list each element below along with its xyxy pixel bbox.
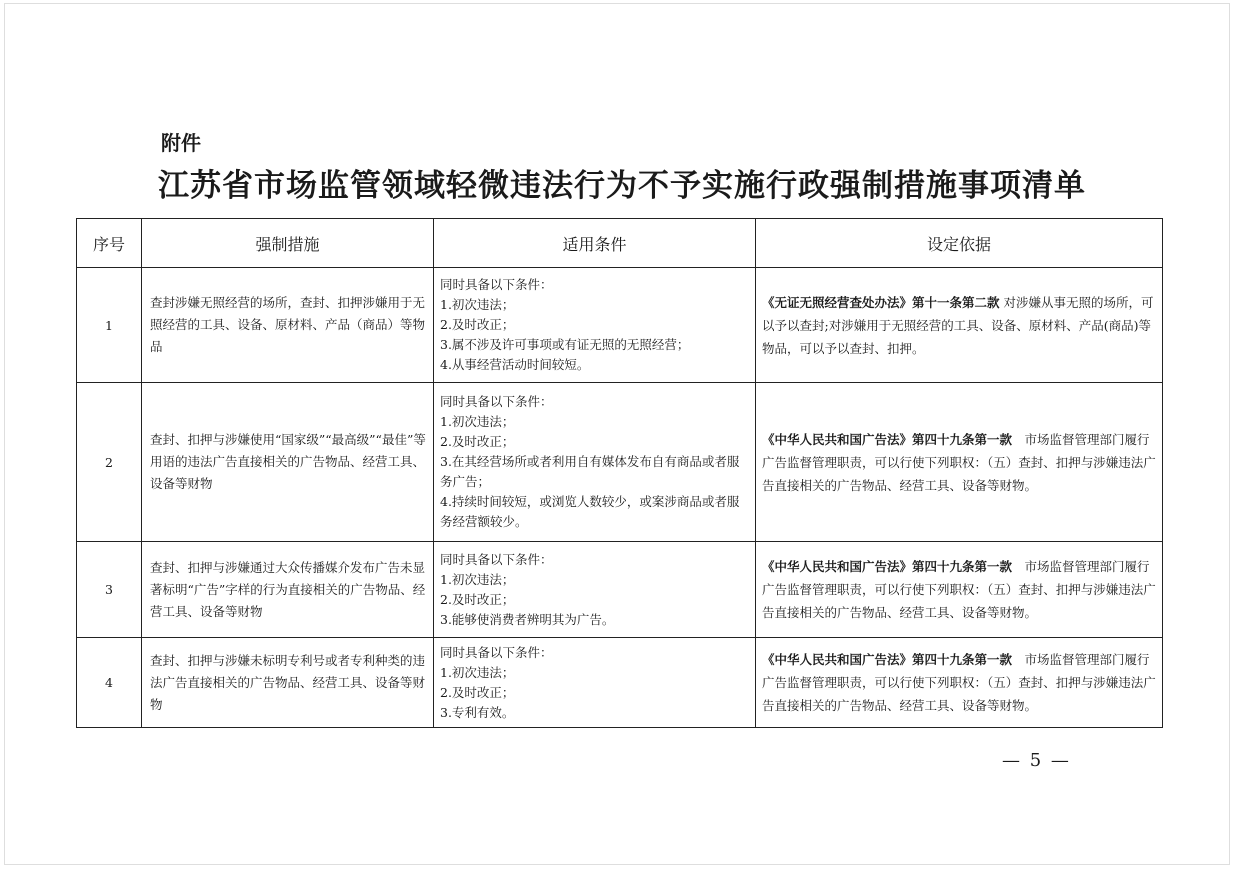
row-basis — [756, 383, 1163, 542]
condition-line: 同时具备以下条件： — [440, 394, 553, 409]
row-conditions — [434, 268, 756, 383]
basis-law: 《无证无照经营查处办法》第十一条第二款 — [762, 294, 1000, 310]
condition-line: 1.初次违法； — [440, 414, 515, 429]
basis-law: 《中华人民共和国广告法》第四十九条第一款 — [762, 431, 1013, 447]
condition-line: 3.在其经营场所或者利用自有媒体发布自有商品或者服务广告； — [440, 454, 740, 489]
condition-line: 1.初次违法； — [440, 664, 515, 680]
condition-line: 2.及时改正； — [440, 434, 515, 449]
row-conditions — [434, 542, 756, 638]
basis-text: 市场监督管理部门履行广告监督管理职责，可以行使下列职权：（五）查封、扣押与涉嫌违法广告直接相关的广告物品、经营工具、设备等财物。 — [762, 559, 1156, 620]
row-conditions — [434, 383, 756, 542]
condition-line: 1.初次违法； — [440, 297, 515, 312]
condition-line: 同时具备以下条件： — [440, 644, 553, 660]
row-measure: 查封涉嫌无照经营的场所，查封、扣押涉嫌用于无照经营的工具、设备、原材料、产品（商品）等物品 — [142, 268, 434, 383]
page-number: — 5 — — [1002, 750, 1071, 771]
condition-line: 同时具备以下条件： — [440, 277, 553, 292]
table-row — [77, 268, 1163, 383]
condition-line: 同时具备以下条件： — [440, 551, 553, 567]
row-basis — [756, 638, 1163, 728]
header-conditions: 适用条件 — [434, 219, 756, 268]
basis-text: 市场监督管理部门履行广告监督管理职责，可以行使下列职权：（五）查封、扣押与涉嫌违法广告直接相关的广告物品、经营工具、设备等财物。 — [762, 652, 1156, 713]
condition-line: 1.初次违法； — [440, 571, 515, 587]
condition-line: 4.持续时间较短，或浏览人数较少，或案涉商品或者服务经营额较少。 — [440, 494, 740, 529]
row-measure: 查封、扣押与涉嫌通过大众传播媒介发布广告未显著标明“广告”字样的行为直接相关的广告物品、经营工具、设备等财物 — [142, 542, 434, 638]
row-basis — [756, 542, 1163, 638]
condition-line: 3.能够使消费者辨明其为广告。 — [440, 611, 615, 627]
condition-line: 2.及时改正； — [440, 317, 515, 332]
header-number: 序号 — [77, 219, 142, 268]
condition-line: 3.专利有效。 — [440, 704, 515, 720]
row-measure: 查封、扣押与涉嫌使用“国家级”“最高级”“最佳”等用语的违法广告直接相关的广告物品、经营工具、设备等财物 — [142, 383, 434, 542]
row-number: 4 — [77, 638, 142, 728]
table-row — [77, 383, 1163, 542]
condition-line: 3.属不涉及许可事项或有证无照的无照经营； — [440, 337, 690, 352]
row-number: 3 — [77, 542, 142, 638]
basis-text: 市场监督管理部门履行广告监督管理职责，可以行使下列职权：（五）查封、扣押与涉嫌违法广告直接相关的广告物品、经营工具、设备等财物。 — [762, 431, 1156, 493]
row-conditions — [434, 638, 756, 728]
condition-line: 2.及时改正； — [440, 591, 515, 607]
row-number: 1 — [77, 268, 142, 383]
measures-table — [76, 218, 1163, 728]
basis-law: 《中华人民共和国广告法》第四十九条第一款 — [762, 559, 1013, 574]
table-row — [77, 542, 1163, 638]
table-header-row — [77, 219, 1163, 268]
header-basis: 设定依据 — [756, 219, 1163, 268]
condition-line: 4.从事经营活动时间较短。 — [440, 357, 590, 372]
header-measure: 强制措施 — [142, 219, 434, 268]
row-number: 2 — [77, 383, 142, 542]
row-basis — [756, 268, 1163, 383]
page-title: 江苏省市场监管领域轻微违法行为不予实施行政强制措施事项清单 — [158, 168, 1086, 204]
attachment-label: 附件 — [161, 131, 201, 155]
basis-text: 对涉嫌从事无照的场所，可以予以查封;对涉嫌用于无照经营的工具、设备、原材料、产品(商品)等物品，可以予以查封、扣押。 — [762, 294, 1154, 356]
basis-law: 《中华人民共和国广告法》第四十九条第一款 — [762, 652, 1013, 667]
table-row — [77, 638, 1163, 728]
condition-line: 2.及时改正； — [440, 684, 515, 700]
row-measure: 查封、扣押与涉嫌未标明专利号或者专利种类的违法广告直接相关的广告物品、经营工具、设备等财物 — [142, 638, 434, 728]
